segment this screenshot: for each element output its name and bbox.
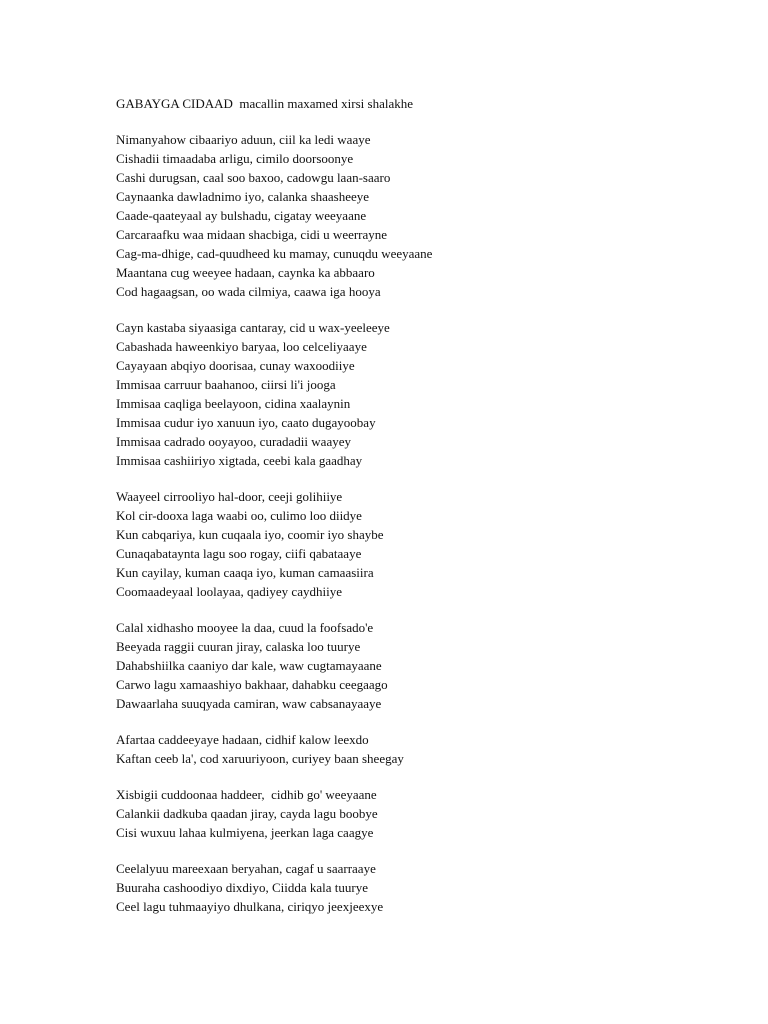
- poem-line: Kol cir-dooxa laga waabi oo, culimo loo diidye: [116, 508, 362, 523]
- poem-line: Carcaraafku waa midaan shacbiga, cidi u weerrayne: [116, 227, 388, 242]
- poem-line: Coomaadeyaal loolayaa, qadiyey caydhiiye: [116, 584, 342, 599]
- poem-line: Calal xidhasho mooyee la daa, cuud la foofsado'e: [116, 620, 374, 635]
- poem-stanza: [116, 618, 716, 713]
- poem-line: Buuraha cashoodiyo dixdiyo, Ciidda kala tuurye: [116, 880, 369, 895]
- poem-line: Cod hagaagsan, oo wada cilmiya, caawa iga hooya: [116, 284, 381, 299]
- poem-line: Kun cayilay, kuman caaqa iyo, kuman camaasiira: [116, 565, 374, 580]
- document-title: GABAYGA CIDAAD macallin maxamed xirsi shalakhe: [116, 96, 414, 111]
- poem-line: Cayayaan abqiyo doorisaa, cunay waxoodiiye: [116, 358, 355, 373]
- poem-line: Immisaa cadrado ooyayoo, curadadii waayey: [116, 434, 351, 449]
- poem-line: Ceelalyuu mareexaan beryahan, cagaf u saarraaye: [116, 861, 376, 876]
- poem-stanza: [116, 859, 716, 916]
- poem-line: Caade-qaateyaal ay bulshadu, cigatay weeyaane: [116, 208, 367, 223]
- poem-line: Waayeel cirrooliyo hal-door, ceeji golihiiye: [116, 489, 343, 504]
- poem-line: Cishadii timaadaba arligu, cimilo doorsoonye: [116, 151, 354, 166]
- poem-line: Xisbigii cuddoonaa haddeer, cidhib go' weeyaane: [116, 787, 377, 802]
- poem-stanza: [116, 730, 716, 768]
- poem-line: Caynaanka dawladnimo iyo, calanka shaasheeye: [116, 189, 370, 204]
- poem-line: Immisaa cudur iyo xanuun iyo, caato dugayoobay: [116, 415, 376, 430]
- poem-line: Immisaa carruur baahanoo, ciirsi li'i jooga: [116, 377, 336, 392]
- poem-line: Dahabshiilka caaniyo dar kale, waw cugtamayaane: [116, 658, 382, 673]
- document-page: [116, 94, 716, 933]
- poem-line: Cashi durugsan, caal soo baxoo, cadowgu laan-saaro: [116, 170, 391, 185]
- poem-line: Ceel lagu tuhmaayiyo dhulkana, ciriqyo jeexjeexye: [116, 899, 384, 914]
- poem-stanza: [116, 487, 716, 601]
- poem-line: Cag-ma-dhige, cad-quudheed ku mamay, cunuqdu weeyaane: [116, 246, 433, 261]
- poem-line: Cisi wuxuu lahaa kulmiyena, jeerkan laga caagye: [116, 825, 374, 840]
- poem-line: Calankii dadkuba qaadan jiray, cayda lagu boobye: [116, 806, 378, 821]
- poem-line: Cunaqabataynta lagu soo rogay, ciifi qabataaye: [116, 546, 362, 561]
- poem-line: Maantana cug weeyee hadaan, caynka ka abbaaro: [116, 265, 375, 280]
- poem-line: Kaftan ceeb la', cod xaruuriyoon, curiyey baan sheegay: [116, 751, 404, 766]
- poem-line: Cayn kastaba siyaasiga cantaray, cid u wax-yeeleeye: [116, 320, 390, 335]
- poem-body: [116, 130, 716, 916]
- poem-stanza: [116, 318, 716, 470]
- poem-line: Dawaarlaha suuqyada camiran, waw cabsanayaaye: [116, 696, 382, 711]
- poem-line: Kun cabqariya, kun cuqaala iyo, coomir iyo shaybe: [116, 527, 384, 542]
- poem-line: Beeyada raggii cuuran jiray, calaska loo tuurye: [116, 639, 361, 654]
- poem-line: Afartaa caddeeyaye hadaan, cidhif kalow leexdo: [116, 732, 369, 747]
- poem-stanza: [116, 785, 716, 842]
- poem-line: Carwo lagu xamaashiyo bakhaar, dahabku ceegaago: [116, 677, 388, 692]
- poem-line: Immisaa caqliga beelayoon, cidina xaalaynin: [116, 396, 351, 411]
- poem-line: Nimanyahow cibaariyo aduun, ciil ka ledi waaye: [116, 132, 371, 147]
- poem-stanza: [116, 130, 716, 301]
- poem-line: Immisaa cashiiriyo xigtada, ceebi kala gaadhay: [116, 453, 363, 468]
- poem-line: Cabashada haweenkiyo baryaa, loo celceliyaaye: [116, 339, 367, 354]
